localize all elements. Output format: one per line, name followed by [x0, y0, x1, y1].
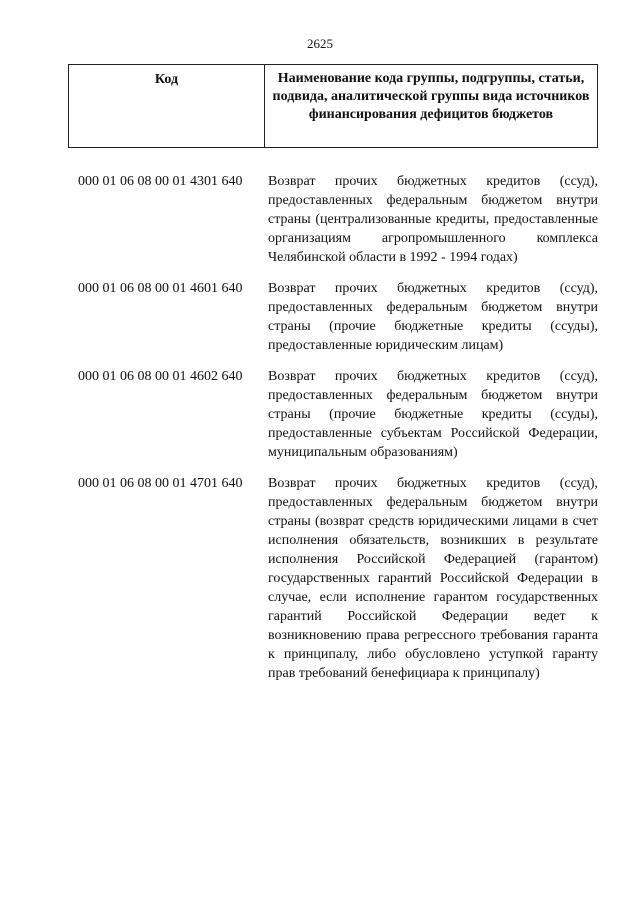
row-description: Возврат прочих бюджетных кредитов (ссуд), предоставленных федеральным бюджетом внутри страны (прочие бюджетные кредиты (ссуды), предоставленные субъектам Российской Федерации, муниципальным образованиям): [268, 369, 598, 460]
row-description: Возврат прочих бюджетных кредитов (ссуд), предоставленных федеральным бюджетом внутри страны (возврат средств юридическими лицами в счет исполнения обязательств, возникших в результате исполнения Российской Федерацией (гарантом) государственных гарантий Российской Федерации в случае, если исполнение гарантом государственных гарантий Российской Федерации ведет к возникновению права регрессного требования гаранта к принципалу, либо обусловлено уступкой гаранту прав требований бенефициара к принципалу): [268, 476, 598, 681]
row-description: Возврат прочих бюджетных кредитов (ссуд), предоставленных федеральным бюджетом внутри страны (централизованные кредиты, предоставленные организациям агропромышленного комплекса Челябинской области в 1992 - 1994 годах): [268, 174, 598, 265]
header-name-column: Наименование кода группы, подгруппы, статьи, подвида, аналитической группы вида источников финансирования дефицитов бюджетов: [272, 71, 590, 122]
table-row: [78, 474, 598, 683]
code-list: [78, 172, 598, 695]
table-row: [78, 279, 598, 355]
row-code: 000 01 06 08 00 01 4602 640: [78, 369, 243, 384]
table-row: [78, 367, 598, 462]
row-code: 000 01 06 08 00 01 4701 640: [78, 476, 243, 491]
header-code-column: Код: [69, 65, 265, 147]
row-code: 000 01 06 08 00 01 4601 640: [78, 281, 243, 296]
row-code: 000 01 06 08 00 01 4301 640: [78, 174, 243, 189]
table-row: [78, 172, 598, 267]
row-description: Возврат прочих бюджетных кредитов (ссуд), предоставленных федеральным бюджетом внутри страны (прочие бюджетные кредиты (ссуды), предоставленные юридическим лицам): [268, 281, 598, 353]
table-header: [68, 64, 598, 148]
page-number: 2625: [307, 36, 333, 51]
